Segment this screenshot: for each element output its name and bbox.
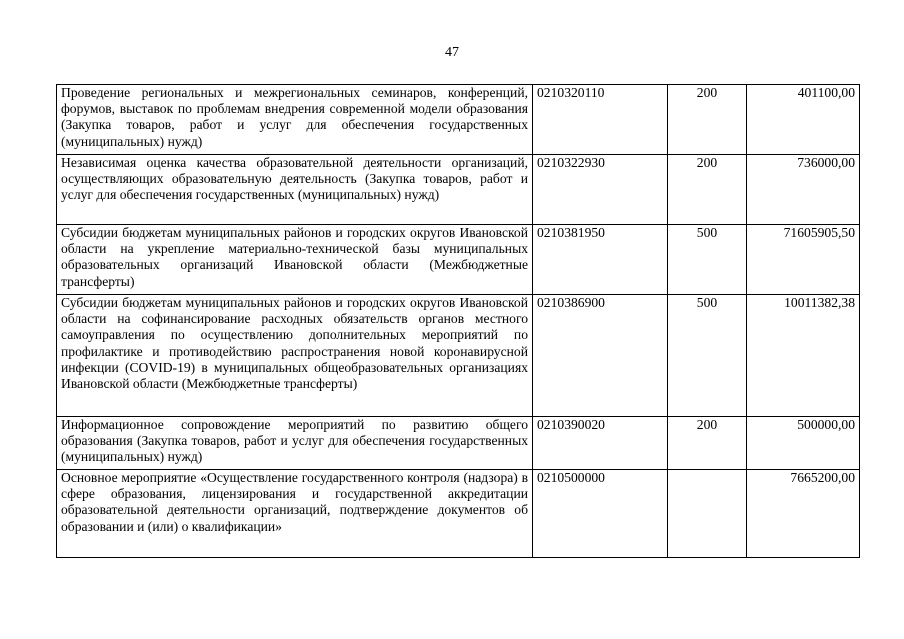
table-row [57, 85, 860, 155]
row-description: Основное мероприятие «Осуществление государственного контроля (надзора) в сфере образования, лицензирования и государственной аккредитации образовательной деятельности организаций, подтверждение документов об образовании и (или) о квалификации» [57, 470, 533, 558]
row-amount: 500000,00 [747, 417, 860, 470]
table-row [57, 225, 860, 295]
table-row [57, 295, 860, 417]
row-expense-type: 200 [668, 155, 747, 225]
row-target-code: 0210500000 [533, 470, 668, 558]
row-expense-type: 500 [668, 295, 747, 417]
page-number: 47 [445, 45, 459, 60]
row-target-code: 0210322930 [533, 155, 668, 225]
budget-table [56, 84, 860, 558]
row-target-code: 0210390020 [533, 417, 668, 470]
row-amount: 736000,00 [747, 155, 860, 225]
row-description: Информационное сопровождение мероприятий по развитию общего образования (Закупка товаров, работ и услуг для обеспечения государственных (муниципальных) нужд) [57, 417, 533, 470]
table-row [57, 470, 860, 558]
row-description: Субсидии бюджетам муниципальных районов и городских округов Ивановской области на укрепление материально-технической базы муниципальных образовательных организаций Ивановской области (Межбюджетные трансферты) [57, 225, 533, 295]
row-target-code: 0210386900 [533, 295, 668, 417]
row-amount: 401100,00 [747, 85, 860, 155]
row-amount: 10011382,38 [747, 295, 860, 417]
row-amount: 71605905,50 [747, 225, 860, 295]
row-description: Независимая оценка качества образовательной деятельности организаций, осуществляющих образовательную деятельность (Закупка товаров, работ и услуг для обеспечения государственных (муниципальных) нужд) [57, 155, 533, 225]
table-row [57, 417, 860, 470]
row-expense-type: 200 [668, 417, 747, 470]
row-expense-type: 500 [668, 225, 747, 295]
row-description: Проведение региональных и межрегиональных семинаров, конференций, форумов, выставок по проблемам внедрения современной модели образования (Закупка товаров, работ и услуг для обеспечения государственных (муниципальных) нужд) [57, 85, 533, 155]
row-target-code: 0210320110 [533, 85, 668, 155]
table-row [57, 155, 860, 225]
row-expense-type: 200 [668, 85, 747, 155]
row-amount: 7665200,00 [747, 470, 860, 558]
row-expense-type [668, 470, 747, 558]
row-target-code: 0210381950 [533, 225, 668, 295]
row-description: Субсидии бюджетам муниципальных районов и городских округов Ивановской области на софинансирование расходных обязательств органов местного самоуправления по осуществлению дополнительных мероприятий по профилактике и противодействию распространения новой коронавирусной инфекции (COVID-19) в муниципальных общеобразовательных организациях Ивановской области (Межбюджетные трансферты) [57, 295, 533, 417]
